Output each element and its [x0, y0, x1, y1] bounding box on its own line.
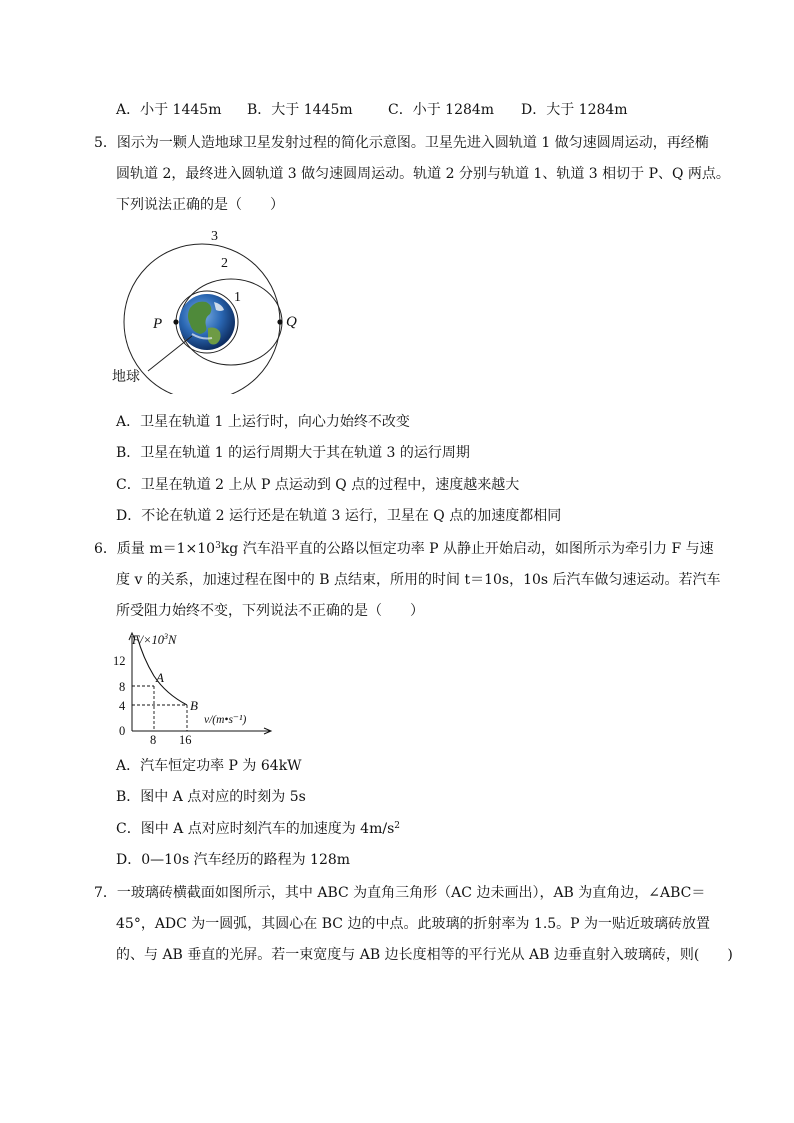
q6-option-c-text: C．图中 A 点对应时刻汽车的加速度为 4m/s — [116, 821, 395, 837]
q6-stem-1-sup: 3 — [215, 541, 221, 551]
q6-option-d: D．0—10s 汽车经历的路程为 128m — [116, 852, 351, 868]
q4-option-b: B．大于 1445m — [247, 102, 353, 118]
point-q-label: Q — [286, 314, 297, 330]
q6-option-a: A．汽车恒定功率 P 为 64kW — [116, 758, 302, 774]
q7-stem-line-2: 45°，ADC 为一圆弧，其圆心在 BC 边的中点。此玻璃的折射率为 1.5。P 为一贴近玻璃砖放置 — [116, 916, 711, 932]
earth-icon — [179, 294, 235, 350]
point-b-label: B — [190, 698, 198, 713]
q6-stem-line-1 — [94, 540, 714, 558]
y-axis-label: $F/\times 10^3N$ — [132, 632, 177, 647]
q5-stem-line-1: 5．图示为一颗人造地球卫星发射过程的简化示意图。卫星先进入圆轨道 1 做匀速圆周运动，再经椭 — [94, 135, 709, 151]
q4-option-d: D．大于 1284m — [521, 102, 628, 118]
q6-stem-line-2: 度 v 的关系，加速过程在图中的 B 点结束，所用的时间 t＝10s，10s 后汽车做匀速运动。若汽车 — [116, 572, 721, 588]
point-q — [277, 319, 282, 324]
orbit-label-3: 3 — [211, 229, 218, 244]
q6-stem-line-3: 所受阻力始终不变，下列说法不正确的是（ ） — [116, 603, 424, 619]
earth-label: 地球 — [112, 370, 140, 385]
orbit-label-1: 1 — [234, 290, 241, 305]
q5-option-d: D．不论在轨道 2 运行还是在轨道 3 运行，卫星在 Q 点的加速度都相同 — [116, 508, 562, 524]
q5-stem-line-3: 下列说法正确的是（ ） — [116, 197, 284, 213]
orbit-diagram — [108, 224, 308, 394]
q6-stem-1a: 6．质量 m＝1×10 — [94, 541, 216, 557]
earth-pointer-line — [148, 336, 192, 371]
orbit-label-2: 2 — [221, 256, 228, 271]
q4-option-a: A．小于 1445m — [116, 102, 222, 118]
q6-option-c — [116, 820, 400, 838]
point-p — [173, 319, 178, 324]
point-p-label: P — [153, 316, 163, 332]
q6-stem-1b: kg 汽车沿平直的公路以恒定功率 P 从静止开始启动，如图所示为牵引力 F 与速 — [220, 541, 714, 557]
q5-option-b: B．卫星在轨道 1 的运行周期大于其在轨道 3 的运行周期 — [116, 445, 470, 461]
q6-option-b: B．图中 A 点对应的时刻为 5s — [116, 789, 306, 805]
point-a-label: A — [156, 670, 164, 685]
y-tick-8: 8 — [119, 680, 126, 694]
q5-stem-line-2: 圆轨道 2，最终进入圆轨道 3 做匀速圆周运动。轨道 2 分别与轨道 1、轨道 3 相切于 P、Q 两点。 — [116, 166, 730, 182]
y-tick-12: 12 — [113, 654, 126, 668]
q4-option-c: C．小于 1284m — [388, 102, 495, 118]
x-axis-label: v/(m•s⁻¹) — [204, 714, 247, 726]
y-tick-4: 4 — [119, 699, 126, 713]
q7-stem-line-3: 的、与 AB 垂直的光屏。若一束宽度与 AB 边长度相等的平行光从 AB 边垂直射入玻璃砖，则( ) — [116, 947, 733, 963]
y-tick-0: 0 — [119, 724, 126, 738]
q5-option-c: C．卫星在轨道 2 上从 P 点运动到 Q 点的过程中，速度越来越大 — [116, 477, 520, 493]
x-tick-16: 16 — [179, 733, 192, 745]
q6-option-c-sup: 2 — [394, 821, 400, 831]
x-tick-8: 8 — [150, 733, 157, 745]
q7-stem-line-1: 7．一玻璃砖横截面如图所示，其中 ABC 为直角三角形（AC 边未画出），AB 为直角边，∠ABC＝ — [94, 885, 706, 901]
force-velocity-graph — [110, 630, 290, 745]
q5-option-a: A．卫星在轨道 1 上运行时，向心力始终不改变 — [116, 414, 410, 430]
